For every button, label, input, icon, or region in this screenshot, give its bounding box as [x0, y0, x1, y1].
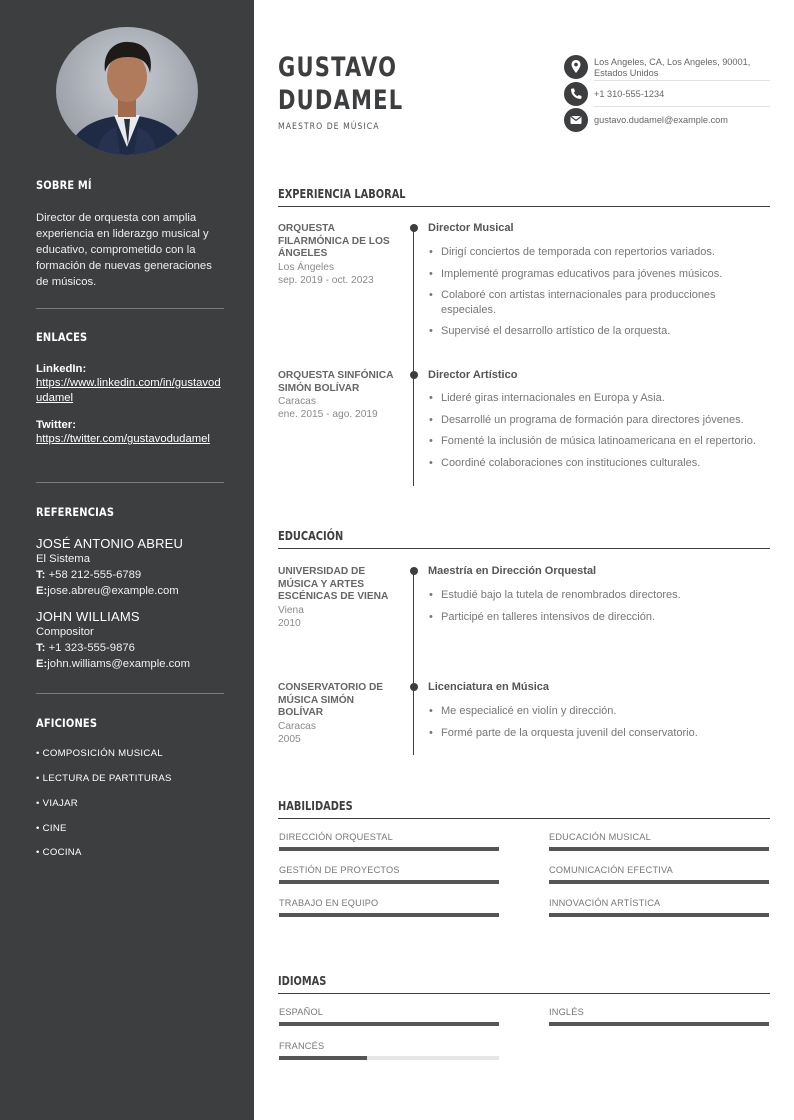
skill-name: EDUCACIÓN MUSICAL	[549, 832, 651, 842]
language-name: INGLÉS	[549, 1007, 584, 1017]
hobby-item: • COMPOSICIÓN MUSICAL	[36, 748, 163, 759]
language-bar-fill	[279, 1022, 499, 1026]
sidebar	[0, 0, 254, 1120]
degree-title: Licenciatura en Música	[428, 681, 550, 693]
languages-title: IDIOMAS	[278, 974, 327, 988]
org-city: Caracas	[278, 720, 316, 732]
hobby-item: • COCINA	[36, 847, 82, 858]
reference-item	[36, 609, 224, 672]
skill-bar-fill	[549, 913, 769, 917]
skill-bar	[279, 847, 499, 851]
language-name: FRANCÉS	[279, 1041, 325, 1051]
language-bar	[549, 1022, 769, 1026]
skills-title: HABILIDADES	[278, 799, 353, 813]
links-section	[36, 330, 224, 447]
skill-name: DIRECCIÓN ORQUESTAL	[279, 832, 393, 842]
timeline-dot	[410, 683, 418, 691]
list-item: • Desarrollé un programa de formación para directores jóvenes.	[428, 413, 770, 428]
link-label: LinkedIn:	[36, 363, 87, 375]
section-rule	[278, 206, 770, 207]
about-section	[36, 178, 224, 290]
list-item: • Lideré giras internacionales en Europa y Asia.	[428, 391, 770, 406]
role-bullets	[428, 391, 770, 477]
skill-name: TRABAJO EN EQUIPO	[279, 898, 379, 908]
contact-email[interactable]: gustavo.dudamel@example.com	[594, 115, 728, 125]
language-bar-fill	[549, 1022, 769, 1026]
education-title: EDUCACIÓN	[278, 529, 344, 543]
skill-name: INNOVACIÓN ARTÍSTICA	[549, 898, 661, 908]
contact-address: Los Angeles, CA, Los Angeles, 90001, Estados Unidos	[594, 57, 751, 78]
education-org	[278, 682, 396, 746]
org-city: Viena	[278, 604, 304, 616]
about-title: SOBRE MÍ	[36, 178, 92, 192]
skill-item	[549, 832, 769, 842]
skill-item	[279, 832, 499, 842]
timeline-dot	[410, 567, 418, 575]
section-rule	[278, 993, 770, 994]
degree-bullets	[428, 588, 770, 631]
timeline-dot	[410, 371, 418, 379]
divider	[36, 482, 224, 483]
reference-name: JOSÉ ANTONIO ABREU	[36, 536, 184, 551]
about-text: Director de orquesta con amplia experiencia en liderazgo musical y educativo, comprometido con la formación de nuevas generaciones de músicos.	[36, 212, 212, 288]
skill-bar	[549, 880, 769, 884]
contact-block	[564, 55, 770, 145]
link-linkedin	[36, 363, 224, 406]
language-item	[279, 1041, 499, 1051]
reference-phone: T: +1 323-555-9876	[36, 642, 135, 654]
reference-email: E:john.williams@example.com	[36, 658, 190, 670]
org-city: Los Ángeles	[278, 261, 335, 273]
skill-item	[279, 865, 499, 875]
skill-item	[279, 898, 499, 908]
skill-bar	[279, 913, 499, 917]
references-section	[36, 505, 224, 672]
hobbies-title: AFICIONES	[36, 716, 98, 730]
section-rule	[278, 548, 770, 549]
list-item: • Fomenté la inclusión de música latinoamericana en el repertorio.	[428, 434, 770, 449]
reference-org: Compositor	[36, 626, 94, 638]
org-dates: ene. 2015 - ago. 2019	[278, 409, 378, 420]
role-title: Director Musical	[428, 222, 514, 234]
degree-bullets	[428, 704, 770, 747]
education-org	[278, 566, 396, 630]
portrait-image	[56, 27, 198, 155]
list-item: • Supervisé el desarrollo artístico de la orquesta.	[428, 324, 770, 339]
role-title: Director Artístico	[428, 369, 518, 381]
list-item: • Implementé programas educativos para jóvenes músicos.	[428, 267, 770, 282]
hobby-item: • VIAJAR	[36, 798, 79, 809]
skill-bar	[549, 847, 769, 851]
skill-name: COMUNICACIÓN EFECTIVA	[549, 865, 673, 875]
profile-photo	[56, 27, 198, 155]
degree-title: Maestría en Dirección Orquestal	[428, 565, 597, 577]
org-city: Caracas	[278, 396, 316, 407]
org-name: ORQUESTA SINFÓNICA SIMÓN BOLÍVAR	[278, 370, 394, 394]
list-item: • Coordiné colaboraciones con instituciones culturales.	[428, 456, 770, 471]
language-item	[549, 1007, 769, 1017]
email-icon	[564, 108, 588, 132]
experience-org	[278, 370, 396, 421]
skill-bar-fill	[549, 847, 769, 851]
skill-bar	[279, 880, 499, 884]
last-name: DUDAMEL	[278, 85, 404, 116]
references-title: REFERENCIAS	[36, 505, 115, 519]
links-title: ENLACES	[36, 330, 88, 344]
reference-org: El Sistema	[36, 553, 90, 565]
org-dates: sep. 2019 - oct. 2023	[278, 274, 374, 286]
org-dates: 2010	[278, 617, 301, 629]
role-bullets	[428, 245, 770, 346]
link-twitter	[36, 419, 224, 447]
org-dates: 2005	[278, 733, 301, 745]
reference-name: JOHN WILLIAMS	[36, 609, 140, 624]
org-name: ORQUESTA FILARMÓNICA DE LOS ÁNGELES	[278, 223, 390, 259]
link-label: Twitter:	[36, 419, 76, 431]
timeline-dot	[410, 224, 418, 232]
divider	[36, 693, 224, 694]
language-bar-fill	[279, 1056, 367, 1060]
job-title: MAESTRO DE MÚSICA	[278, 122, 380, 132]
list-item: • Estudié bajo la tutela de renombrados directores.	[428, 588, 770, 603]
org-name: CONSERVATORIO DE MÚSICA SIMÓN BOLÍVAR	[278, 682, 384, 718]
hobby-item: • CINE	[36, 823, 67, 834]
skill-item	[549, 865, 769, 875]
contact-phone: +1 310-555-1234	[594, 89, 665, 99]
language-name: ESPAÑOL	[279, 1007, 324, 1017]
divider	[594, 106, 770, 107]
list-item: • Dirigí conciertos de temporada con repertorios variados.	[428, 245, 770, 260]
timeline-line	[413, 228, 414, 486]
first-name: GUSTAVO	[278, 52, 398, 83]
language-item	[279, 1007, 499, 1017]
skill-bar-fill	[279, 913, 499, 917]
org-name: UNIVERSIDAD DE MÚSICA Y ARTES ESCÉNICAS DE VIENA	[278, 566, 389, 602]
skill-bar-fill	[549, 880, 769, 884]
location-pin-icon	[564, 55, 588, 79]
linkedin-link[interactable]: https://www.linkedin.com/in/gustavodudamel	[36, 377, 221, 404]
list-item: • Participé en talleres intensivos de dirección.	[428, 610, 770, 625]
list-item: • Me especialicé en violín y dirección.	[428, 704, 770, 719]
list-item: • Formé parte de la orquesta juvenil del conservatorio.	[428, 726, 770, 741]
skill-bar	[549, 913, 769, 917]
divider	[594, 80, 770, 81]
reference-email: E:jose.abreu@example.com	[36, 585, 179, 597]
reference-phone: T: +58 212-555-6789	[36, 569, 142, 581]
skill-bar-fill	[279, 880, 499, 884]
section-rule	[278, 818, 770, 819]
hobby-item: • LECTURA DE PARTITURAS	[36, 773, 172, 784]
skill-name: GESTIÓN DE PROYECTOS	[279, 865, 400, 875]
divider	[36, 308, 224, 309]
list-item: • Colaboré con artistas internacionales para producciones especiales.	[428, 288, 770, 317]
language-bar	[279, 1022, 499, 1026]
experience-title: EXPERIENCIA LABORAL	[278, 187, 406, 201]
phone-icon	[564, 82, 588, 106]
reference-item	[36, 536, 224, 599]
twitter-link[interactable]: https://twitter.com/gustavodudamel	[36, 433, 210, 445]
skill-bar-fill	[279, 847, 499, 851]
timeline-line	[413, 570, 414, 755]
language-bar	[279, 1056, 499, 1060]
skill-item	[549, 898, 769, 908]
experience-org	[278, 223, 396, 287]
hobbies-section	[36, 716, 224, 730]
